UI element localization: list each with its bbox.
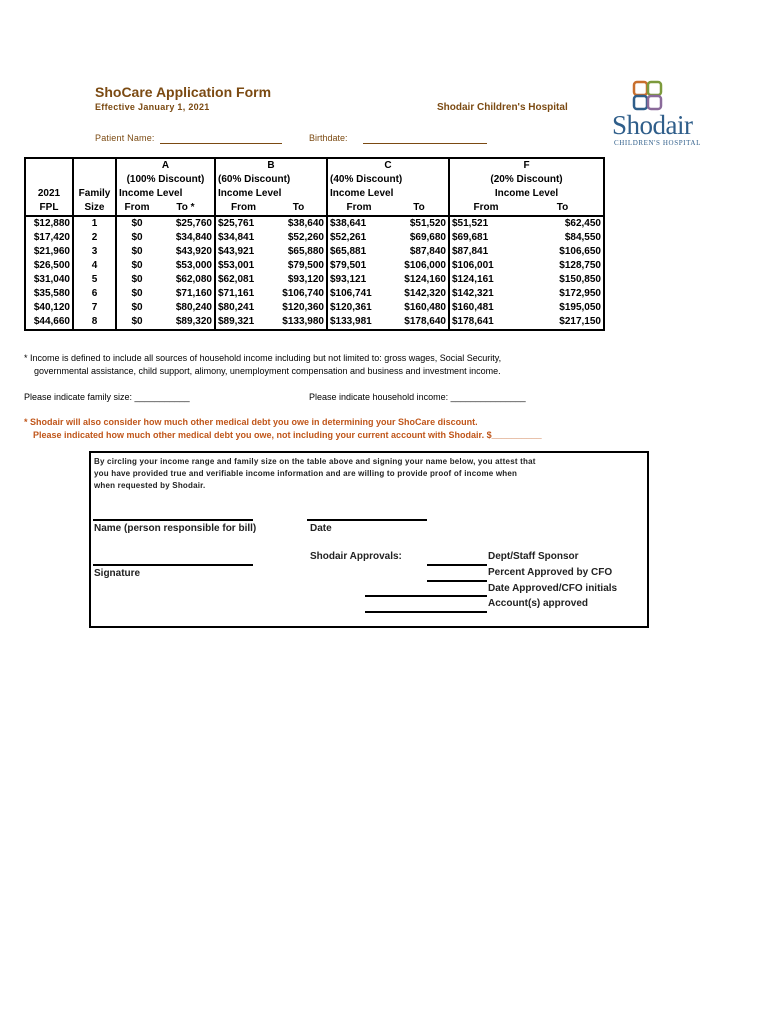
table-cell: $124,161 [449, 273, 522, 287]
table-cell: $0 [131, 274, 143, 285]
table-row[interactable] [25, 287, 604, 301]
dept-sponsor-label: Dept/Staff Sponsor [488, 551, 579, 562]
table-cell: $71,160 [175, 288, 212, 299]
table-cell: $0 [131, 246, 143, 257]
table-cell: $69,680 [409, 232, 446, 243]
table-cell: $31,040 [25, 273, 73, 287]
table-cell: 3 [73, 245, 116, 259]
attestation-text [94, 456, 536, 492]
f-to-header: To [522, 201, 604, 216]
col-a-letter: A [116, 158, 215, 173]
col-b-letter: B [215, 158, 327, 173]
table-cell: $51,520 [409, 218, 446, 229]
family-size-prompt[interactable]: Please indicate family size: ___________ [24, 392, 190, 402]
col-b-level: Income Level [215, 187, 327, 201]
col-a-level: Income Level [119, 188, 183, 199]
debt-note-line-2[interactable]: Please indicated how much other medical debt you owe, not including your current account with Shodair. $__________ [33, 430, 542, 440]
table-cell: $65,880 [287, 246, 324, 257]
table-cell: 7 [73, 301, 116, 315]
income-note-line-1: * Income is defined to include all sources of household income including but not limited to: gross wages, Social Security, [24, 353, 502, 363]
fpl-header: FPL [25, 201, 73, 216]
table-cell: $93,120 [287, 274, 324, 285]
table-cell: $0 [131, 288, 143, 299]
table-cell: $106,000 [404, 260, 446, 271]
col-b-discount: (60% Discount) [215, 173, 327, 187]
logo-mark-icon [628, 80, 668, 114]
effective-date: Effective January 1, 2021 [95, 102, 210, 112]
attest-line-1: By circling your income range and family size on the table above and signing your name below, you attest that [94, 457, 536, 466]
percent-approved-line[interactable] [427, 580, 487, 582]
table-cell: $53,001 [215, 259, 271, 273]
table-cell: $34,840 [175, 232, 212, 243]
income-table [24, 157, 605, 331]
logo-subtitle: CHILDREN'S HOSPITAL [614, 139, 701, 147]
date-approved-line[interactable] [365, 595, 487, 597]
table-cell: $160,480 [404, 302, 446, 313]
table-cell: $217,150 [522, 315, 604, 330]
table-cell: $150,850 [522, 273, 604, 287]
table-cell: $124,160 [404, 274, 446, 285]
table-cell: $87,841 [449, 245, 522, 259]
debt-note-line-1: * Shodair will also consider how much other medical debt you owe in determining your ShoCare discount. [24, 417, 478, 427]
signature-label: Signature [94, 568, 141, 579]
table-cell: $120,360 [282, 302, 324, 313]
table-cell: 5 [73, 273, 116, 287]
table-cell: $0 [131, 302, 143, 313]
table-cell: $84,550 [522, 231, 604, 245]
table-cell: $25,761 [215, 216, 271, 231]
medical-debt-note [24, 416, 542, 442]
table-cell: $160,481 [449, 301, 522, 315]
table-cell: $79,500 [287, 260, 324, 271]
table-cell: $62,450 [522, 216, 604, 231]
table-cell: $0 [131, 260, 143, 271]
table-cell: $69,681 [449, 231, 522, 245]
table-cell: $106,001 [449, 259, 522, 273]
table-cell: $35,580 [25, 287, 73, 301]
table-cell: 4 [73, 259, 116, 273]
table-cell: $21,960 [25, 245, 73, 259]
family-header: Family [73, 187, 116, 201]
b-from-header: From [215, 201, 271, 216]
table-cell: $12,880 [25, 216, 73, 231]
shodair-logo [608, 80, 708, 150]
table-cell: $62,081 [215, 273, 271, 287]
table-cell: $65,881 [327, 245, 390, 259]
table-row[interactable] [25, 273, 604, 287]
col-a-discount: (100% Discount) [126, 174, 205, 185]
table-cell: $44,660 [25, 315, 73, 330]
household-income-prompt[interactable]: Please indicate household income: _______________ [309, 392, 526, 402]
table-cell: $172,950 [522, 287, 604, 301]
table-cell: $17,420 [25, 231, 73, 245]
col-f-level: Income Level [449, 187, 604, 201]
table-cell: $43,921 [215, 245, 271, 259]
form-title: ShoCare Application Form [95, 84, 272, 100]
table-cell: $128,750 [522, 259, 604, 273]
table-cell: $40,120 [25, 301, 73, 315]
patient-name-label: Patient Name: [95, 133, 155, 143]
table-row[interactable] [25, 301, 604, 315]
table-cell: $79,501 [327, 259, 390, 273]
a-from-header: From [116, 201, 157, 216]
birthdate-label: Birthdate: [309, 133, 348, 143]
table-cell: $142,321 [449, 287, 522, 301]
signature-line[interactable] [93, 564, 253, 566]
c-from-header: From [327, 201, 390, 216]
table-cell: $106,650 [522, 245, 604, 259]
table-cell: $0 [131, 232, 143, 243]
percent-approved-label: Percent Approved by CFO [488, 567, 613, 578]
dept-sponsor-line[interactable] [427, 564, 487, 566]
date-approved-label: Date Approved/CFO initials [488, 583, 618, 594]
income-definition-note [24, 352, 501, 378]
income-note-line-2: governmental assistance, child support, alimony, unemployment compensation and business and investment income. [34, 366, 501, 376]
table-cell: $51,521 [449, 216, 522, 231]
table-row[interactable] [25, 259, 604, 273]
table-cell: $52,260 [287, 232, 324, 243]
income-table-body [25, 216, 604, 330]
table-cell: $38,640 [287, 218, 324, 229]
table-cell: $133,980 [271, 315, 327, 330]
table-cell: $89,321 [215, 315, 271, 330]
table-cell: $80,240 [175, 302, 212, 313]
patient-name-field[interactable] [160, 143, 282, 144]
col-c-letter: C [327, 158, 449, 173]
table-cell: $106,741 [327, 287, 390, 301]
hospital-name: Shodair Children's Hospital [437, 102, 568, 113]
logo-wordmark: Shodair [612, 110, 693, 140]
table-cell: $26,500 [25, 259, 73, 273]
year-header: 2021 [25, 187, 73, 201]
table-cell: $71,161 [215, 287, 271, 301]
accounts-approved-line[interactable] [365, 611, 487, 613]
accounts-approved-label: Account(s) approved [488, 598, 589, 609]
attestation-box [89, 451, 649, 628]
table-cell: $0 [116, 315, 157, 330]
table-cell: $38,641 [327, 216, 390, 231]
table-cell: $25,760 [175, 218, 212, 229]
table-cell: $178,641 [449, 315, 522, 330]
table-cell: $133,981 [327, 315, 390, 330]
table-cell: $120,361 [327, 301, 390, 315]
table-row[interactable] [25, 231, 604, 245]
table-cell: $106,740 [282, 288, 324, 299]
table-cell: $93,121 [327, 273, 390, 287]
table-cell: $62,080 [175, 274, 212, 285]
name-signature-line[interactable] [93, 519, 253, 521]
table-cell: 6 [73, 287, 116, 301]
table-cell: $53,000 [175, 260, 212, 271]
a-to-header: To * [157, 201, 215, 216]
b-to-header: To [271, 201, 327, 216]
table-cell: 2 [73, 231, 116, 245]
col-f-letter: F [449, 158, 604, 173]
table-cell: $52,261 [327, 231, 390, 245]
col-c-discount: (40% Discount) [327, 173, 449, 187]
table-row[interactable] [25, 245, 604, 259]
f-from-header: From [449, 201, 522, 216]
table-cell: 8 [73, 315, 116, 330]
name-label: Name (person responsible for bill) [94, 523, 257, 534]
table-row[interactable] [25, 315, 604, 330]
col-c-level: Income Level [327, 187, 449, 201]
table-cell: $89,320 [157, 315, 215, 330]
table-cell: $80,241 [215, 301, 271, 315]
table-cell: $43,920 [175, 246, 212, 257]
date-label: Date [310, 523, 332, 534]
approvals-label: Shodair Approvals: [310, 551, 402, 562]
table-cell: $0 [131, 218, 143, 229]
table-cell: $178,640 [390, 315, 449, 330]
table-row[interactable] [25, 216, 604, 231]
date-line[interactable] [307, 519, 427, 521]
table-cell: $195,050 [522, 301, 604, 315]
table-cell: 1 [73, 216, 116, 231]
size-header: Size [73, 201, 116, 216]
table-cell: $142,320 [404, 288, 446, 299]
col-f-discount: (20% Discount) [449, 173, 604, 187]
birthdate-field[interactable] [363, 143, 487, 144]
table-cell: $87,840 [409, 246, 446, 257]
attest-line-2: you have provided true and verifiable income information and are willing to provide proof of income when [94, 469, 518, 478]
table-cell: $34,841 [215, 231, 271, 245]
attest-line-3: when requested by Shodair. [94, 481, 206, 490]
c-to-header: To [390, 201, 449, 216]
